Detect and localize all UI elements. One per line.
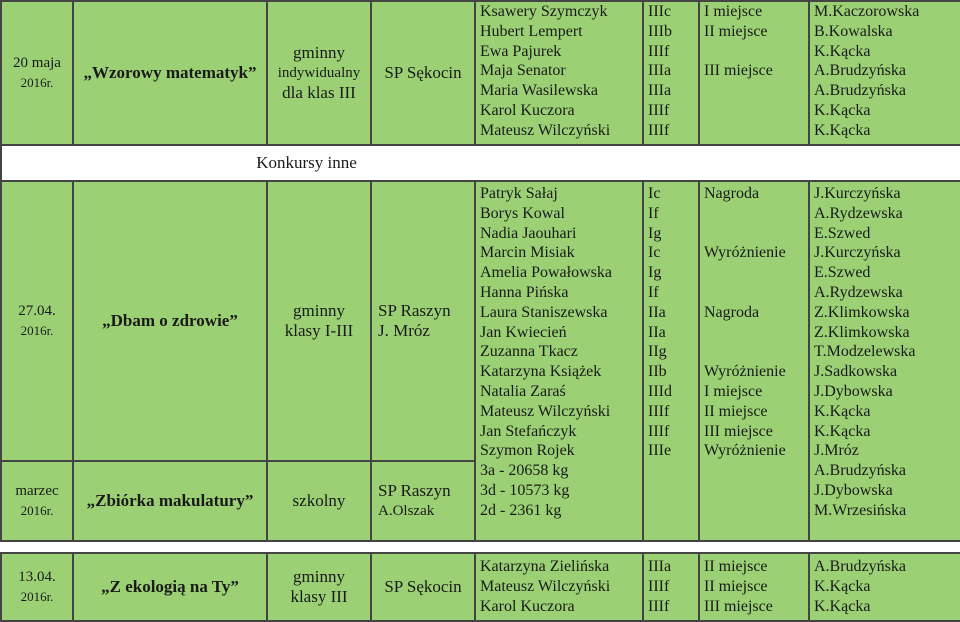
teacher-name: A.Brudzyńska: [814, 82, 906, 100]
classes-list: [643, 1, 699, 145]
class-label: IIa: [648, 323, 666, 341]
competition-type: gminny klasy I-III: [267, 181, 371, 461]
competition-name: „Z ekologią na Ty”: [73, 553, 267, 621]
class-label: If: [648, 283, 659, 301]
students-list: [475, 181, 643, 541]
teachers-list: [809, 1, 960, 145]
student-name: Szymon Rojek: [480, 442, 575, 460]
class-label: IIIf: [648, 121, 670, 139]
student-name: Ewa Pajurek: [480, 42, 562, 60]
class-label: Ic: [648, 244, 661, 262]
teacher-name: A.Brudzyńska: [814, 62, 906, 80]
teacher-name: K.Kącka: [814, 422, 871, 440]
class-label: IIIe: [648, 442, 672, 460]
teacher-name: A.Rydzewska: [814, 204, 903, 222]
class-label: IIIf: [648, 101, 670, 119]
award-label: III miejsce: [704, 422, 773, 440]
teacher-name: J.Kurczyńska: [814, 244, 901, 262]
class-label: IIId: [648, 382, 672, 400]
class-label: Ic: [648, 185, 661, 202]
section-row: [1, 145, 960, 181]
student-name: Mateusz Wilczyński: [480, 121, 611, 139]
students-list: [475, 553, 643, 621]
teacher-name: Z.Klimkowska: [814, 323, 910, 341]
student-name: Patryk Sałaj: [480, 185, 558, 202]
award-label: [704, 204, 808, 224]
place-label: [704, 101, 808, 121]
teacher-name: K.Kącka: [814, 121, 871, 139]
student-name: Jan Kwiecień: [480, 323, 567, 341]
award-label: [704, 342, 808, 362]
teacher-name: K.Kącka: [814, 402, 871, 420]
class-label: IIIf: [648, 42, 670, 60]
school-cell: SP Sękocin: [371, 553, 475, 621]
student-name: Ksawery Szymczyk: [480, 3, 608, 20]
class-label: IIIf: [648, 402, 670, 420]
award-label: [704, 323, 808, 343]
award-label: II miejsce: [704, 402, 768, 420]
place-label: [704, 81, 808, 101]
award-label: [704, 263, 808, 283]
teacher-name: B.Kowalska: [814, 22, 893, 40]
place-label: III miejsce: [704, 597, 773, 615]
school-cell: SP Raszyn A.Olszak: [371, 461, 475, 541]
competition-name: „Zbiórka makulatury”: [73, 461, 267, 541]
teacher-name: A.Brudzyńska: [814, 462, 906, 480]
teacher-name: E.Szwed: [814, 264, 871, 282]
place-label: III miejsce: [704, 62, 773, 80]
class-label: If: [648, 204, 659, 222]
award-label: Nagroda: [704, 185, 760, 202]
class-label: IIIa: [648, 558, 672, 576]
teachers-list: [809, 553, 960, 621]
student-name: Karol Kuczora: [480, 101, 575, 119]
award-label: Nagroda: [704, 303, 760, 321]
class-label: IIIa: [648, 82, 672, 100]
place-label: [704, 42, 808, 62]
student-name: Maria Wasilewska: [480, 82, 598, 100]
place-label: [704, 121, 808, 141]
section-title: Konkursy inne: [73, 145, 960, 181]
places-list: [699, 553, 809, 621]
place-label: II miejsce: [704, 22, 768, 40]
date-cell: 20 maja 2016r.: [1, 1, 73, 145]
class-label: IIa: [648, 303, 666, 321]
place-label: I miejsce: [704, 3, 763, 20]
competition-name: „Dbam o zdrowie”: [73, 181, 267, 461]
student-name: Zuzanna Tkacz: [480, 343, 578, 361]
date-cell: marzec 2016r.: [1, 461, 73, 541]
places-list: [699, 1, 809, 145]
award-label: Wyróżnienie: [704, 244, 786, 262]
award-label: I miejsce: [704, 382, 763, 400]
place-label: II miejsce: [704, 558, 768, 576]
row-dbam-o-zdrowie: [1, 181, 960, 461]
class-label: IIIf: [648, 597, 670, 615]
date-cell: 13.04. 2016r.: [1, 553, 73, 621]
teacher-name: T.Modzelewska: [814, 343, 916, 361]
student-name: Maja Senator: [480, 62, 566, 80]
classes-list: [643, 181, 699, 541]
awards-list: [699, 181, 809, 541]
teacher-name: J.Mróz: [814, 442, 859, 460]
class-label: IIIc: [648, 3, 672, 20]
date-cell: 27.04. 2016r.: [1, 181, 73, 461]
place-label: II miejsce: [704, 578, 768, 596]
class-label: IIg: [648, 343, 667, 361]
teacher-name: K.Kącka: [814, 101, 871, 119]
student-name: Laura Staniszewska: [480, 303, 608, 321]
school-cell: SP Sękocin: [371, 1, 475, 145]
award-label: [704, 283, 808, 303]
class-label: Ig: [648, 224, 662, 242]
teachers-list: [809, 181, 960, 541]
student-name: Hanna Pińska: [480, 283, 569, 301]
students-list: [475, 1, 643, 145]
teacher-name: Z.Klimkowska: [814, 303, 910, 321]
collection-result: 3d - 10573 kg: [480, 481, 570, 499]
competition-type: gminny indywidualny dla klas III: [267, 1, 371, 145]
class-label: IIIa: [648, 62, 672, 80]
row-wzorowy-matematyk: [1, 1, 960, 145]
collection-result: 2d - 2361 kg: [480, 501, 562, 519]
teacher-name: M.Kaczorowska: [814, 3, 920, 20]
competition-type: szkolny: [267, 461, 371, 541]
student-name: Amelia Powałowska: [480, 264, 612, 282]
class-label: IIIf: [648, 578, 670, 596]
classes-list: [643, 553, 699, 621]
teacher-name: J.Dybowska: [814, 382, 893, 400]
student-name: Mateusz Wilczyński: [480, 402, 611, 420]
teacher-name: M.Wrzesińska: [814, 501, 907, 519]
row-z-ekologia-na-ty: [1, 553, 960, 621]
teacher-name: J.Sadkowska: [814, 363, 898, 381]
class-label: IIb: [648, 363, 667, 381]
class-label: IIIf: [648, 422, 670, 440]
teacher-name: K.Kącka: [814, 578, 871, 596]
student-name: Borys Kowal: [480, 204, 565, 222]
student-name: Jan Stefańczyk: [480, 422, 577, 440]
teacher-name: J.Kurczyńska: [814, 185, 901, 202]
teacher-name: A.Brudzyńska: [814, 558, 906, 576]
award-label: [704, 224, 808, 244]
student-name: Natalia Zaraś: [480, 382, 566, 400]
student-name: Mateusz Wilczyński: [480, 578, 611, 596]
competition-name: „Wzorowy matematyk”: [73, 1, 267, 145]
award-label: Wyróżnienie: [704, 442, 786, 460]
teacher-name: K.Kącka: [814, 42, 871, 60]
student-name: Nadia Jaouhari: [480, 224, 577, 242]
award-label: Wyróżnienie: [704, 363, 786, 381]
student-name: Karol Kuczora: [480, 597, 575, 615]
teacher-name: A.Rydzewska: [814, 283, 903, 301]
teacher-name: E.Szwed: [814, 224, 871, 242]
school-cell: SP Raszyn J. Mróz: [371, 181, 475, 461]
competition-type: gminny klasy III: [267, 553, 371, 621]
collection-result: 3a - 20658 kg: [480, 462, 569, 480]
teacher-name: K.Kącka: [814, 597, 871, 615]
class-label: Ig: [648, 264, 662, 282]
student-name: Marcin Misiak: [480, 244, 575, 262]
student-name: Katarzyna Książek: [480, 363, 602, 381]
teacher-name: J.Dybowska: [814, 481, 893, 499]
student-name: Hubert Lempert: [480, 22, 583, 40]
class-label: IIIb: [648, 22, 672, 40]
student-name: Katarzyna Zielińska: [480, 558, 610, 576]
